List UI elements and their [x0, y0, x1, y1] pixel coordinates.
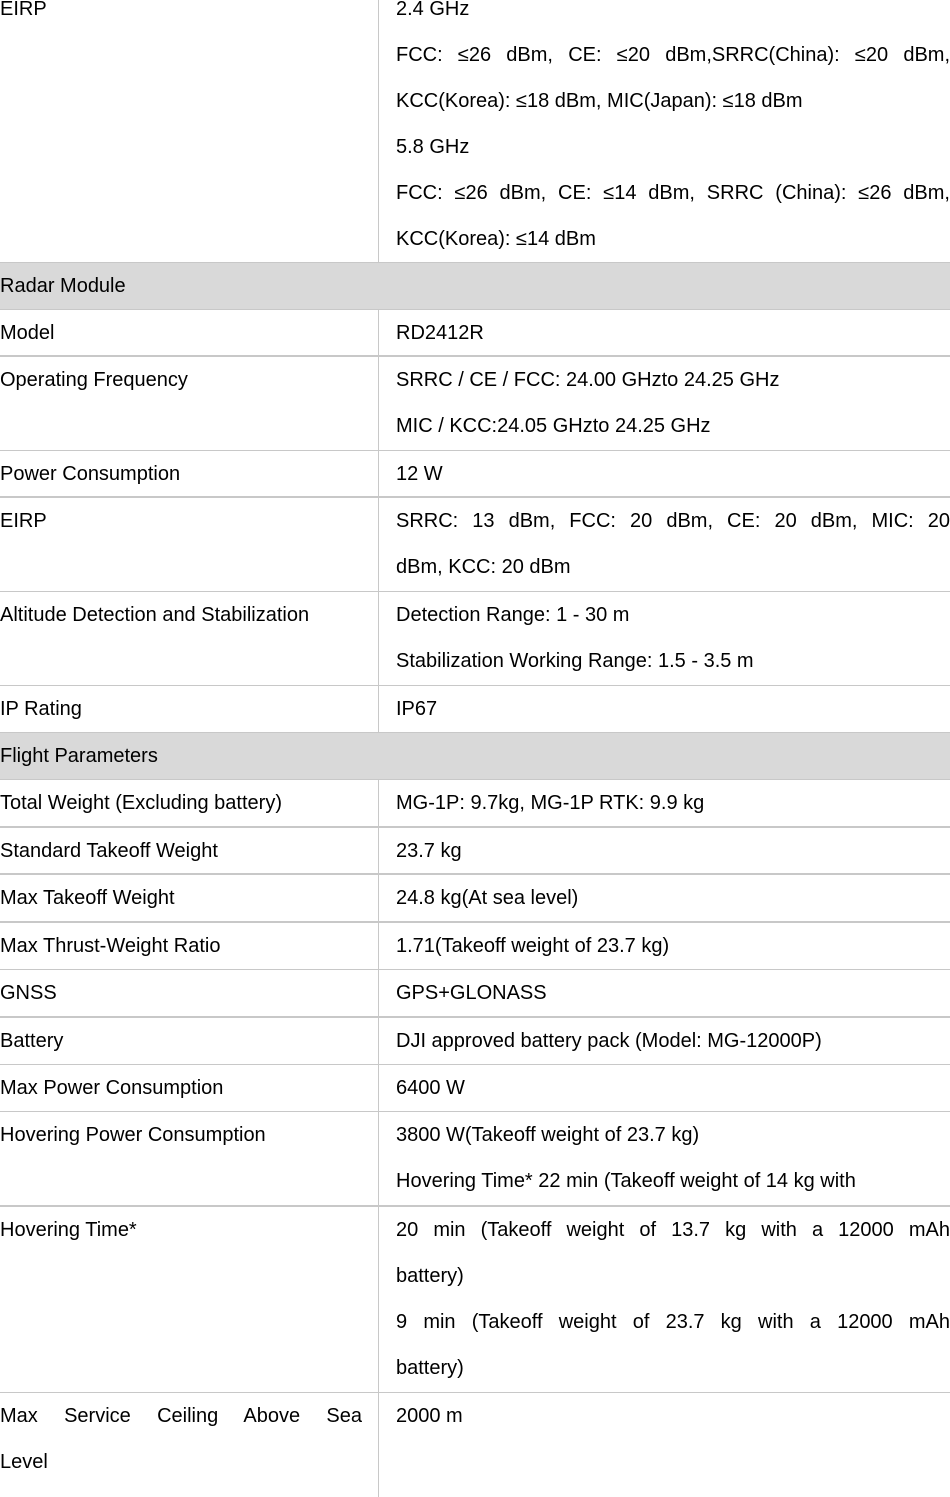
- total-weight-value: MG-1P: 9.7kg, MG-1P RTK: 9.9 kg: [396, 792, 705, 814]
- hover-power-label: Hovering Power Consumption: [0, 1112, 379, 1205]
- row-battery: [0, 1018, 950, 1065]
- row-power-consumption: [0, 451, 950, 498]
- ceiling-label-line: Level: [0, 1451, 48, 1473]
- ceiling-label-line: Max Service Ceiling Above Sea: [0, 1405, 362, 1427]
- hover-power-line: 3800 W(Takeoff weight of 23.7 kg): [396, 1124, 700, 1146]
- ip-value: IP67: [396, 698, 438, 720]
- gnss-value: GPS+GLONASS: [396, 982, 547, 1004]
- thrust-label: Max Thrust-Weight Ratio: [0, 923, 379, 969]
- model-label: Model: [0, 310, 379, 355]
- max-power-label: Max Power Consumption: [0, 1065, 379, 1111]
- row-altitude-detection: [0, 592, 950, 686]
- std-takeoff-value: 23.7 kg: [396, 840, 462, 862]
- row-standard-takeoff-weight: [0, 828, 950, 875]
- total-weight-label: Total Weight (Excluding battery): [0, 780, 379, 826]
- eirp-line: 2.4 GHz: [396, 0, 470, 20]
- section-flight-parameters: Flight Parameters: [0, 733, 950, 780]
- frequency-line: SRRC / CE / FCC: 24.00 GHzto 24.25 GHz: [396, 369, 780, 391]
- max-power-value: 6400 W: [396, 1077, 465, 1099]
- frequency-label: Operating Frequency: [0, 357, 379, 450]
- hover-time-label: Hovering Time*: [0, 1207, 379, 1392]
- thrust-value: 1.71(Takeoff weight of 23.7 kg): [396, 935, 670, 957]
- row-total-weight: [0, 780, 950, 828]
- row-model: [0, 310, 950, 357]
- ceiling-label: [0, 1393, 379, 1497]
- eirp-line: 5.8 GHz: [396, 136, 470, 158]
- hover-time-line: 9 min (Takeoff weight of 23.7 kg with a 12000 mAh: [396, 1311, 950, 1333]
- radar-eirp-line: dBm, KCC: 20 dBm: [396, 556, 571, 578]
- radar-eirp-line: SRRC: 13 dBm, FCC: 20 dBm, CE: 20 dBm, MIC: 20: [396, 510, 950, 532]
- row-eirp-wifi: [0, 0, 950, 263]
- row-hovering-time: [0, 1207, 950, 1393]
- section-radar-module: Radar Module: [0, 263, 950, 310]
- altitude-value: [379, 592, 950, 685]
- altitude-line: Stabilization Working Range: 1.5 - 3.5 m: [396, 650, 754, 672]
- row-operating-frequency: [0, 357, 950, 451]
- battery-label: Battery: [0, 1018, 379, 1064]
- power-label: Power Consumption: [0, 451, 379, 496]
- row-max-service-ceiling: [0, 1393, 950, 1497]
- row-radar-eirp: [0, 498, 950, 592]
- row-ip-rating: [0, 686, 950, 733]
- std-takeoff-label: Standard Takeoff Weight: [0, 828, 379, 873]
- row-hovering-power: [0, 1112, 950, 1207]
- eirp-line: KCC(Korea): ≤18 dBm, MIC(Japan): ≤18 dBm: [396, 90, 803, 112]
- row-max-takeoff-weight: [0, 875, 950, 923]
- max-takeoff-label: Max Takeoff Weight: [0, 875, 379, 921]
- frequency-line: MIC / KCC:24.05 GHzto 24.25 GHz: [396, 415, 711, 437]
- radar-eirp-value: [379, 498, 950, 591]
- eirp-label: EIRP: [0, 0, 379, 262]
- hover-power-line: Hovering Time* 22 min (Takeoff weight of 14 kg with: [396, 1170, 856, 1192]
- altitude-line: Detection Range: 1 - 30 m: [396, 604, 630, 626]
- hover-time-value: [379, 1207, 950, 1392]
- eirp-line: FCC: ≤26 dBm, CE: ≤14 dBm, SRRC (China): ≤26 dBm,: [396, 182, 950, 204]
- model-value: RD2412R: [396, 322, 484, 344]
- row-max-power-consumption: [0, 1065, 950, 1112]
- ip-label: IP Rating: [0, 686, 379, 732]
- radar-eirp-label: EIRP: [0, 498, 379, 591]
- frequency-value: [379, 357, 950, 450]
- ceiling-value: 2000 m: [396, 1405, 463, 1427]
- eirp-line: FCC: ≤26 dBm, CE: ≤20 dBm,SRRC(China): ≤20 dBm,: [396, 44, 950, 66]
- row-thrust-weight-ratio: [0, 923, 950, 970]
- max-takeoff-value: 24.8 kg(At sea level): [396, 887, 579, 909]
- hover-power-value: [379, 1112, 950, 1205]
- eirp-line: KCC(Korea): ≤14 dBm: [396, 228, 596, 250]
- row-gnss: [0, 970, 950, 1018]
- hover-time-line: battery): [396, 1265, 464, 1287]
- gnss-label: GNSS: [0, 970, 379, 1016]
- hover-time-line: 20 min (Takeoff weight of 13.7 kg with a 12000 mAh: [396, 1219, 950, 1241]
- hover-time-line: battery): [396, 1357, 464, 1379]
- power-value: 12 W: [396, 463, 443, 485]
- eirp-value: [379, 0, 950, 262]
- battery-value: DJI approved battery pack (Model: MG-12000P): [396, 1030, 822, 1052]
- altitude-label: Altitude Detection and Stabilization: [0, 592, 379, 685]
